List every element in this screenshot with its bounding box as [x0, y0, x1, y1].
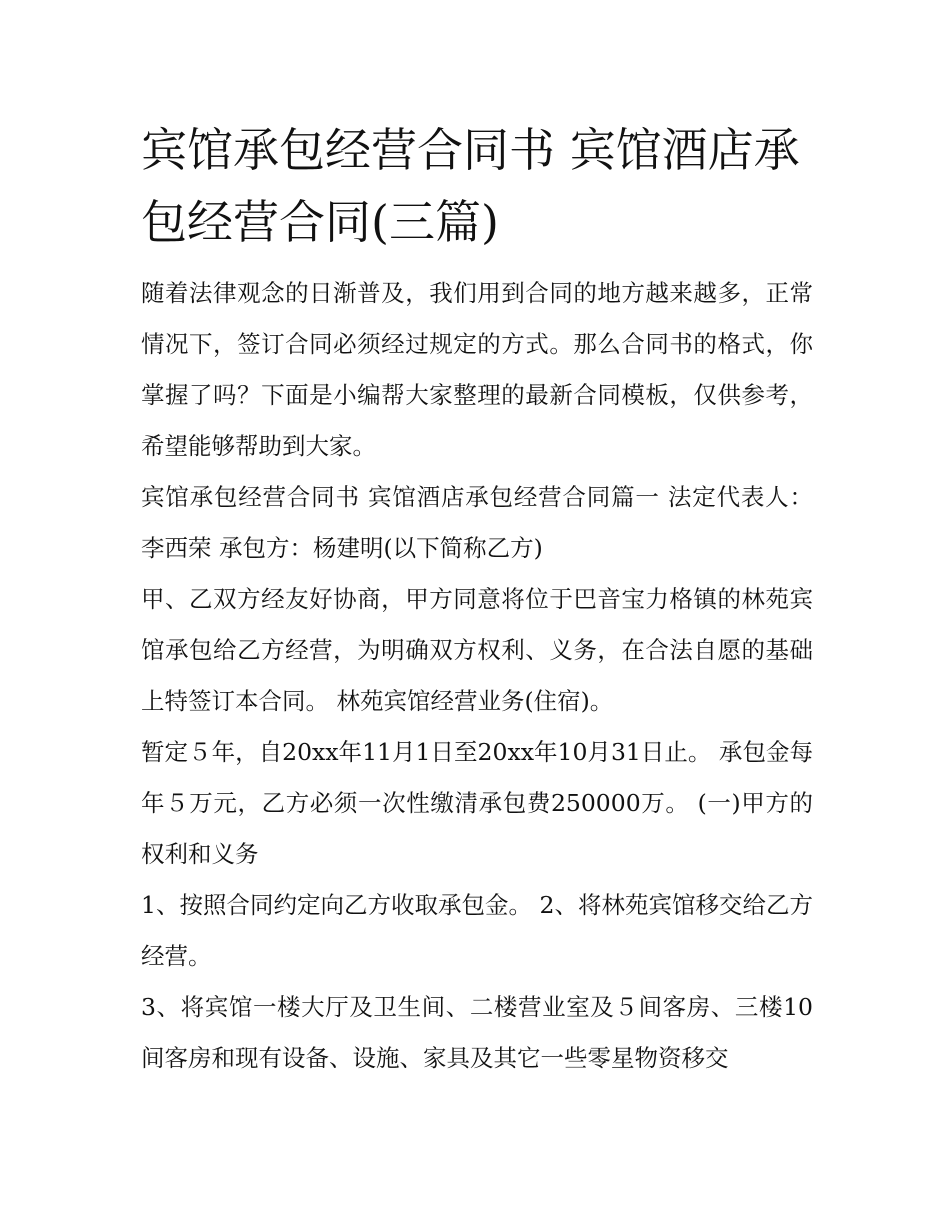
- document-body: [141, 114, 813, 1084]
- paragraph-clause-1-2: 1、按照合同约定向乙方收取承包金。 2、将林苑宾馆移交给乙方经营。: [141, 891, 813, 970]
- paragraph-agreement: 甲、乙双方经友好协商，甲方同意将位于巴音宝力格镇的林苑宾馆承包给乙方经营，为明确双方权利、义务，在合法自愿的基础上特签订本合同。 林苑宾馆经营业务(住宿)。: [141, 585, 813, 715]
- paragraph-clause-3: 3、将宾馆一楼大厅及卫生间、二楼营业室及５间客房、三楼10间客房和现有设备、设施、家具及其它一些零星物资移交: [141, 993, 813, 1072]
- paragraph-term: 暂定５年，自20xx年11月1日至20xx年10月31日止。 承包金每年５万元，乙方必须一次性缴清承包费250000万。 (一)甲方的权利和义务: [141, 738, 813, 868]
- paragraph-parties: 宾馆承包经营合同书 宾馆酒店承包经营合同篇一 法定代表人：李西荣 承包方：杨建明(以下简称乙方): [141, 483, 813, 562]
- paragraph-intro: 随着法律观念的日渐普及，我们用到合同的地方越来越多，正常情况下，签订合同必须经过规定的方式。那么合同书的格式，你掌握了吗？下面是小编帮大家整理的最新合同模板，仅供参考，希望能够帮助到大家。: [141, 279, 813, 460]
- document-title: 宾馆承包经营合同书 宾馆酒店承包经营合同(三篇): [141, 123, 800, 249]
